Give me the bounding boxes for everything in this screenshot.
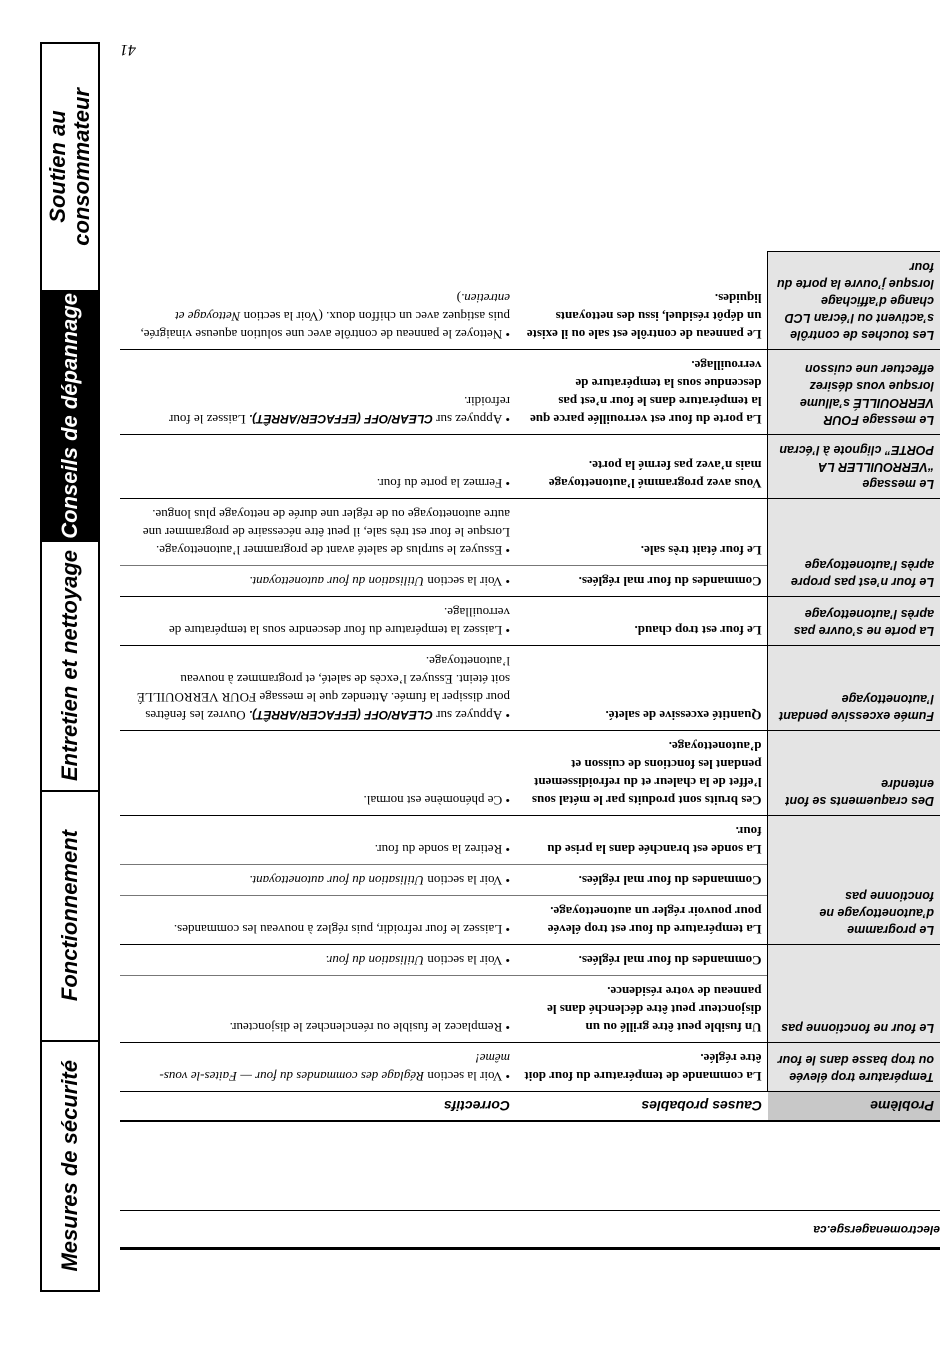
- fix-text: • Fermez la porte du four.: [377, 476, 510, 491]
- cause-cell: Quantité excessive de saleté.: [516, 646, 768, 731]
- fix-ref: Nettoyage et entretien.: [175, 291, 510, 324]
- problem-cell: Le four ne fonctionne pas: [768, 945, 940, 1043]
- page-header-rule: [120, 1210, 940, 1250]
- problem-cell: Le four n’est pas propre après l’autonettoyage: [768, 499, 940, 597]
- cause-cell: La porte du four est verrouillée parce que la température dans le four n’est pas descendue sous la température de verrouillage.: [516, 350, 768, 435]
- table-row: [120, 646, 940, 731]
- troubleshooting-table: [120, 251, 940, 1122]
- cause-cell: Commandes du four mal réglées.: [516, 865, 768, 896]
- section-tabs: [40, 42, 100, 1292]
- cause-cell: Le four était très sale.: [516, 499, 768, 566]
- fix-text: • Essuyez le surplus de saleté avant de programmer l’autonettoyage. Lorsque le four est très sale, il peut être nécessaire de programmer une autre autonettoyage ou de régler une durée de nettoyage plus longue.: [143, 507, 510, 558]
- fix-text-post: Laissez le four refroidir.: [169, 394, 510, 427]
- table-row: [120, 731, 940, 816]
- cause-cell: Commandes du four mal réglées.: [516, 945, 768, 976]
- fix-cell: [120, 646, 516, 731]
- tab-label: Entretien et nettoyage: [57, 550, 82, 782]
- cause-cell: Le panneau de contrôle est sale ou il existe un dépôt résiduel, issu des nettoyants liquides.: [516, 252, 768, 350]
- fix-text: • Appuyez sur: [433, 412, 510, 427]
- fix-cell: [120, 1043, 516, 1092]
- fix-cell: [120, 566, 516, 597]
- table-row: [120, 896, 940, 945]
- fix-cell: [120, 252, 516, 350]
- fix-ref: Utilisation du four autonettoyant.: [249, 574, 425, 589]
- tab-mesures-de-securite[interactable]: [42, 1042, 98, 1290]
- fix-text-post: ): [456, 291, 462, 306]
- problem-cell: Le programme d’autonettoyage ne fonctionne pas: [768, 816, 940, 945]
- fix-cell: [120, 731, 516, 816]
- fix-ref: Utilisation du four.: [325, 953, 425, 968]
- problem-header: Problème: [768, 1092, 940, 1122]
- fix-cell: [120, 816, 516, 865]
- tab-entretien-et-nettoyage[interactable]: [42, 542, 98, 792]
- fix-text: • Voir la section: [424, 873, 510, 888]
- problem-cell: Le message FOUR VERROUILLÉ s’allume lorsque vous désirez effectuer une cuisson: [768, 350, 940, 435]
- cause-cell: Le four est trop chaud.: [516, 597, 768, 646]
- cause-cell: Commandes du four mal réglées.: [516, 566, 768, 597]
- fix-text: • Laissez le four refroidir, puis réglez à nouveau les commandes.: [174, 922, 510, 937]
- fix-text: • Appuyez sur: [433, 708, 510, 723]
- fix-cell: [120, 976, 516, 1043]
- manual-page: [120, 40, 940, 1250]
- tab-fonctionnement[interactable]: [42, 792, 98, 1042]
- fix-cell: [120, 865, 516, 896]
- table-row: [120, 566, 940, 597]
- fix-text: • Voir la section: [424, 1069, 510, 1084]
- table-header-row: [120, 1092, 940, 1122]
- fix-text: • Voir la section: [424, 574, 510, 589]
- fix-cell: [120, 499, 516, 566]
- fix-cell: [120, 350, 516, 435]
- tab-label: Soutien au consommateur: [45, 88, 94, 246]
- fix-text: • Ce phénomène est normal.: [364, 793, 510, 808]
- table-row: [120, 976, 940, 1043]
- tab-conseils-de-depannage[interactable]: [42, 292, 98, 542]
- fix-ref: Réglage des commandes du four — Faites-le vous-même!: [159, 1051, 510, 1084]
- fix-text: • Voir la section: [424, 953, 510, 968]
- website-url[interactable]: electromenagersge.ca: [813, 1223, 940, 1237]
- page-number: 41: [120, 41, 136, 58]
- problem-cell: La porte ne s’ouvre pas après l’autonettoyage: [768, 597, 940, 646]
- table-row: [120, 1043, 940, 1092]
- fix-header: Correctifs: [120, 1092, 516, 1122]
- cause-cell: La sonde est branchée dans la prise du four.: [516, 816, 768, 865]
- cause-cell: Ces bruits sont produits par le métal sous l’effet de la chaleur et du refroidissement pendant les fonctions de cuisson et d’autonettoyage.: [516, 731, 768, 816]
- table-row: [120, 252, 940, 350]
- fix-cell: [120, 435, 516, 499]
- cause-cell: La commande de température du four doit être réglée.: [516, 1043, 768, 1092]
- fix-cell: [120, 597, 516, 646]
- fix-ref: Utilisation du four autonettoyant.: [249, 873, 425, 888]
- table-row: [120, 435, 940, 499]
- fix-text: • Nettoyez le panneau de contrôle avec une solution aqueuse vinaigrée, puis astiquez avec un chiffon doux. (Voir la section: [141, 309, 511, 342]
- fix-text: • Remplacez le fusible ou réenclenchez le disjoncteur.: [230, 1020, 510, 1035]
- fix-text: • Retirez la sonde du four.: [375, 842, 510, 857]
- problem-cell: Fumée excessive pendant l’autonettoyage: [768, 646, 940, 731]
- problem-cell: Le message “VERROUILLER LA PORTE” clignote à l’écran: [768, 435, 940, 499]
- table-row: [120, 597, 940, 646]
- fix-button-ref: CLEAR/OFF (EFFACER/ARRÊT).: [248, 708, 433, 722]
- tab-label: Fonctionnement: [57, 830, 82, 1002]
- tab-label: Mesures de sécurité: [57, 1060, 82, 1272]
- table-row: [120, 350, 940, 435]
- problem-cell: Température trop élevée ou trop basse dans le four: [768, 1043, 940, 1092]
- fix-text-post: Ouvrez les fenêtres pour dissiper la fumée. Attendez que le message FOUR VERROUILLÉ soit éteint. Essuyez l’excès de saleté, et programmez à nouveau l’autonettoyage.: [136, 654, 510, 723]
- tab-soutien-au-consommateur[interactable]: [42, 44, 98, 292]
- problem-cell: Des craquements se font entendre: [768, 731, 940, 816]
- cause-cell: Vous avez programmé l’autonettoyage mais n’avez pas fermé la porte.: [516, 435, 768, 499]
- fix-text: • Laissez la température du four descendre sous la température de verrouillage.: [169, 605, 510, 638]
- fix-button-ref: CLEAR/OFF (EFFACER/ARRÊT).: [248, 412, 433, 426]
- cause-cell: La température du four est trop élevée pour pouvoir régler un autonettoyage.: [516, 896, 768, 945]
- cause-cell: Un fusible peut être grillé ou un disjoncteur peut être déclenché dans le panneau de votre résidence.: [516, 976, 768, 1043]
- fix-cell: [120, 945, 516, 976]
- cause-header: Causes probables: [516, 1092, 768, 1122]
- fix-cell: [120, 896, 516, 945]
- problem-cell: Les touches de contrôle s’activent ou l’écran LCD change d’affichage lorsque j’ouvre la porte du four: [768, 252, 940, 350]
- tab-label: Conseils de dépannage: [57, 293, 82, 539]
